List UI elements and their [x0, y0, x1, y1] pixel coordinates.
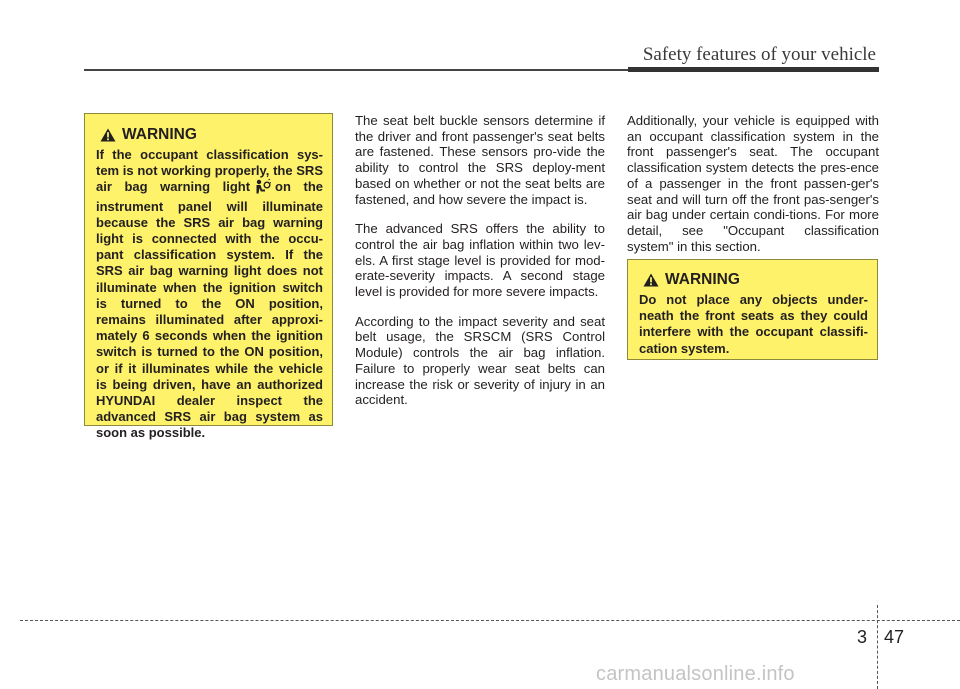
footer-rule	[20, 620, 960, 621]
paragraph-occupant-classification: Additionally, your vehicle is equipped with an occupant classification system in the front passenger's seat. The occupant classification system detects the pres-ence of a passenger in the front passen-ger's seat and will turn off the front pas-senger's air bag under certain condi-tions. For more detail, see "Occupant classification system" in this section.	[627, 113, 879, 254]
middle-text-column	[355, 113, 605, 422]
paragraph-srscm: According to the impact severity and seat belt usage, the SRSCM (SRS Control Module) controls the air bag inflation. Failure to properly wear seat belts can increase the risk or severity of injury in an accident.	[355, 313, 605, 408]
watermark: carmanualsonline.info	[596, 663, 795, 685]
footer-divider	[877, 605, 878, 689]
chapter-number: 3	[857, 627, 868, 647]
warning-heading-row	[96, 126, 323, 144]
warning-triangle-icon	[100, 128, 116, 142]
right-text-column	[627, 113, 879, 268]
airbag-warning-light-icon	[254, 179, 271, 198]
warning-heading-row	[639, 271, 868, 289]
paragraph-advanced-srs: The advanced SRS offers the ability to control the air bag inflation within two lev-els. A first stage level is provided for mod-erate-severity impacts. A second stage level is provided for more severe impacts.	[355, 221, 605, 300]
warning-box-occupant-classification	[84, 113, 333, 441]
warning-text-part-2: on the instrument panel will illuminate because the SRS air bag warning light is connected with the occu-pant classification system. If the SRS air bag warning light does not illuminate when the ignition switch is turned to the ON position, remains illuminated after approxi-mately 6 seconds when the ignition switch is turned to the ON position, or if it illuminates while the vehicle is being driven, have an authorized HYUNDAI dealer inspect the advanced SRS air bag system as soon as possible.	[96, 179, 323, 441]
paragraph-seat-belt-sensors: The seat belt buckle sensors determine if the driver and front passenger's seat belts are fastened. These sensors pro-vide the ability to control the SRS deploy-ment based on whether or not the seat belts are fastened, and how severe the impact is.	[355, 113, 605, 207]
page-number: 47	[884, 627, 905, 647]
page-header-title: Safety features of your vehicle	[642, 44, 876, 65]
warning-heading: WARNING	[665, 271, 740, 288]
warning-box-objects-under-seats	[627, 259, 878, 360]
warning-text	[96, 147, 323, 442]
warning-heading: WARNING	[122, 126, 197, 143]
warning-triangle-icon	[643, 273, 659, 287]
header-rule-accent	[628, 67, 879, 72]
warning-text: Do not place any objects under-neath the front seats as they could interfere with the occupant classifi-cation system.	[639, 292, 868, 356]
warning-text-part-1: If the occupant classification sys-tem is not working properly, the SRS air bag warning light	[96, 147, 323, 195]
